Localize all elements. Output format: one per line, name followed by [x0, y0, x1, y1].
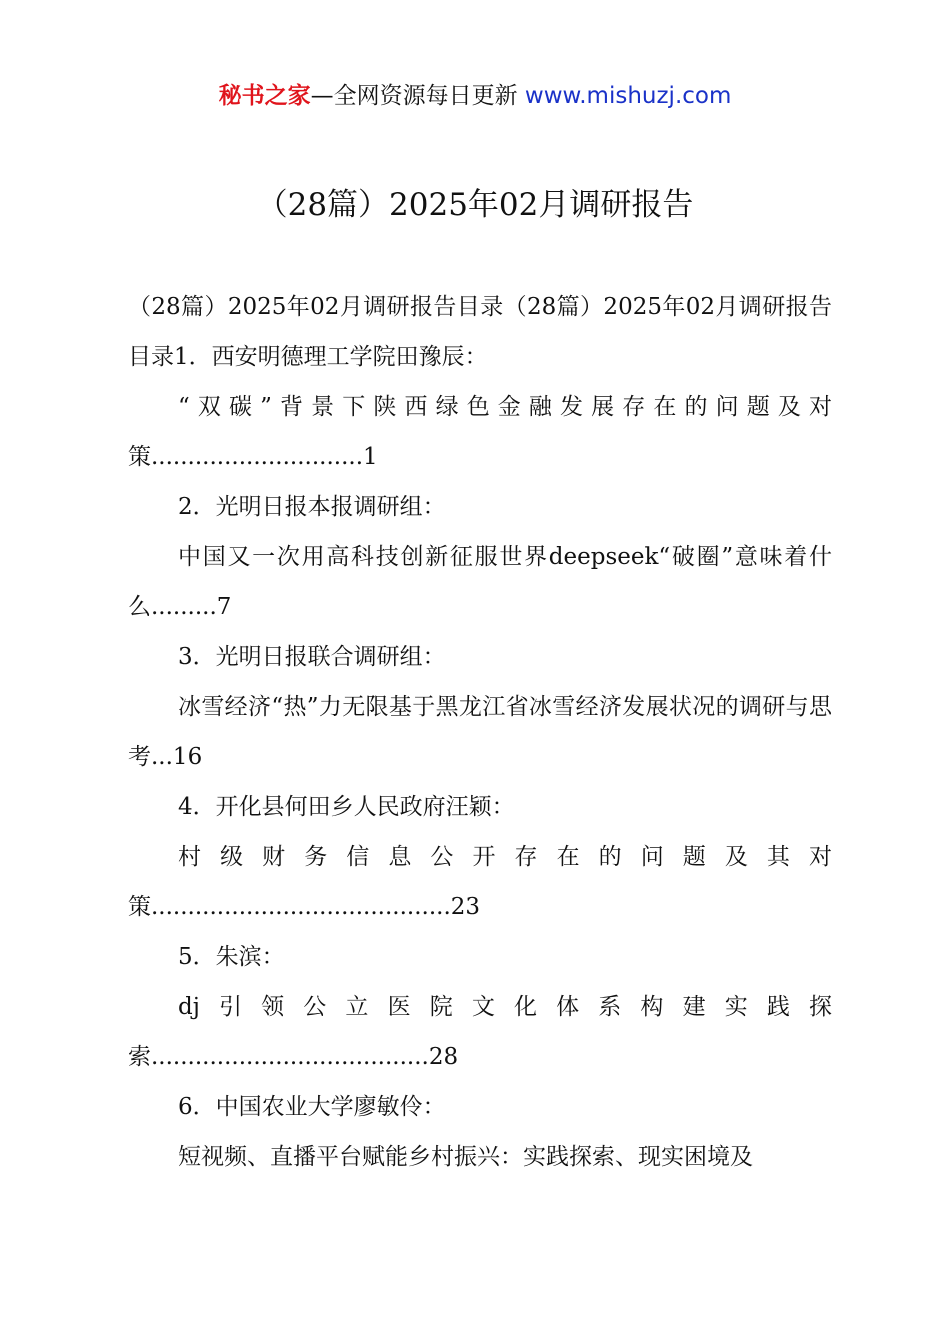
- site-header: [0, 80, 950, 112]
- toc-entry-title: 短视频、直播平台赋能乡村振兴：实践探索、现实困境及: [178, 1144, 753, 1170]
- toc-entry-author: 5．朱滨：: [178, 944, 285, 970]
- toc-entry-author: 6．中国农业大学廖敏伶：: [178, 1094, 446, 1120]
- toc-entry-author: 3．光明日报联合调研组：: [178, 644, 446, 670]
- table-of-contents: [128, 282, 832, 1182]
- toc-entry-title: 冰雪经济“热”力无限基于黑龙江省冰雪经济发展状况的调研与思考...16: [128, 694, 832, 770]
- toc-entry-title: 中国又一次用高科技创新征服世界deepseek“破圈”意味着什么.........7: [128, 544, 832, 620]
- toc-entry-author: 2．光明日报本报调研组：: [178, 494, 446, 520]
- brand-name: 秘书之家: [218, 83, 311, 109]
- site-slogan: —全网资源每日更新: [310, 83, 525, 109]
- toc-entry-title: dj引领公立医院文化体系构建实践探索......................................28: [128, 994, 832, 1070]
- toc-entry-author: 4．开化县何田乡人民政府汪颖：: [178, 794, 515, 820]
- document-title: （28篇）2025年02月调研报告: [256, 187, 694, 223]
- toc-entry-title: “双碳”背景下陕西绿色金融发展存在的问题及对策.............................1: [128, 394, 832, 470]
- site-url-link[interactable]: www.mishuzj.com: [524, 83, 732, 109]
- toc-entry-title: 村级财务信息公开存在的问题及其对策.........................................23: [128, 844, 832, 920]
- toc-intro: （28篇）2025年02月调研报告目录（28篇）2025年02月调研报告目录1．西安明德理工学院田豫辰：: [128, 294, 832, 370]
